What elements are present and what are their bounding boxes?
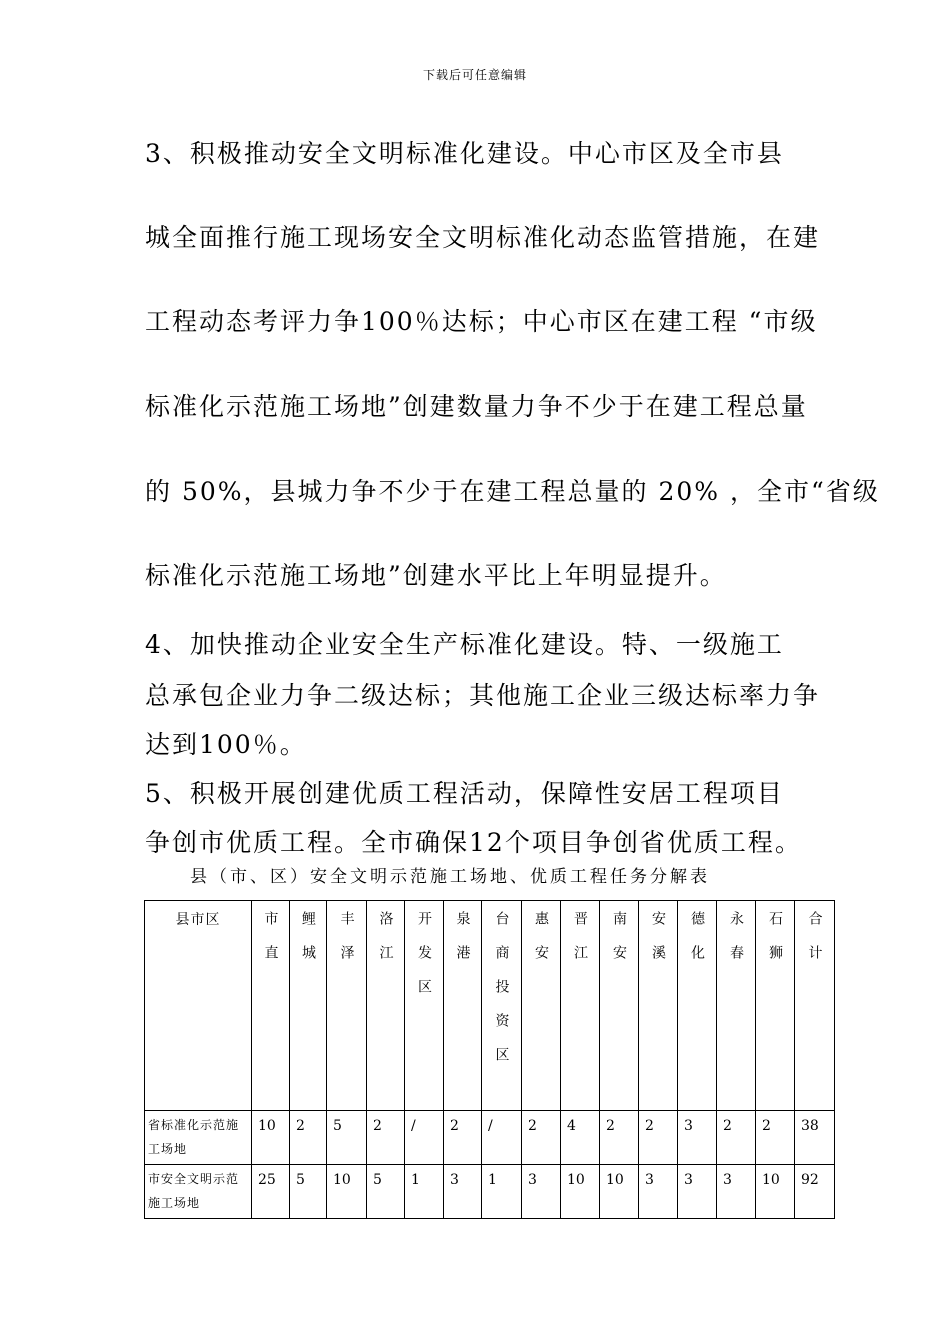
table-cell: 38: [795, 1111, 835, 1165]
page-header-note: 下载后可任意编辑: [422, 68, 527, 82]
table-cell: 2: [444, 1111, 482, 1165]
col-label: 洛江: [377, 911, 394, 979]
para3-line6: 标准化示范施工场地”创建水平比上年明显提升。: [145, 561, 727, 590]
row-label: 省标准化示范施工场地: [145, 1111, 252, 1165]
col-header: [756, 901, 795, 1111]
table-cell: 3: [678, 1165, 717, 1219]
table-cell: 3: [678, 1111, 717, 1165]
table-cell: 5: [327, 1111, 367, 1165]
para5-line1: 5、积极开展创建优质工程活动，保障性安居工程项目: [145, 779, 784, 808]
table-header-row: [145, 901, 835, 1111]
table-cell: 10: [561, 1165, 600, 1219]
table-cell: 3: [522, 1165, 561, 1219]
para3-line5: 的 50%，县城力争不少于在建工程总量的 20% ，全市“省级: [145, 477, 880, 506]
col-label: 市直: [262, 911, 279, 979]
table-cell: 4: [561, 1111, 600, 1165]
table-cell: 3: [444, 1165, 482, 1219]
col-label: 南安: [611, 911, 627, 979]
table-cell: /: [405, 1111, 444, 1165]
table-cell: 5: [290, 1165, 327, 1219]
col-header: [482, 901, 522, 1111]
col-label: 开发区: [416, 911, 432, 1013]
col-header: [522, 901, 561, 1111]
col-label: 合计: [806, 911, 823, 979]
table-cell: 10: [327, 1165, 367, 1219]
col-header: [290, 901, 327, 1111]
table-row: [145, 1165, 835, 1219]
col-label: 泉港: [454, 911, 471, 979]
table-cell: 10: [600, 1165, 639, 1219]
col-header: [252, 901, 290, 1111]
col-label: 石狮: [767, 911, 783, 979]
table-cell: 2: [600, 1111, 639, 1165]
para3-line2: 城全面推行施工现场安全文明标准化动态监管措施，在建: [145, 223, 821, 252]
table-cell: 5: [367, 1165, 405, 1219]
table-cell: 2: [522, 1111, 561, 1165]
col-label: 丰泽: [338, 911, 355, 979]
para3-line3: 工程动态考评力争100％达标；中心市区在建工程 “市级: [145, 307, 818, 336]
task-breakdown-table: [144, 900, 835, 1219]
col-header: [444, 901, 482, 1111]
para5-line2: 争创市优质工程。全市确保12个项目争创省优质工程。: [145, 828, 802, 857]
table-cell: 25: [252, 1165, 290, 1219]
para3-line4: 标准化示范施工场地”创建数量力争不少于在建工程总量: [145, 392, 808, 421]
col-label: 永春: [728, 911, 744, 979]
col-header: [367, 901, 405, 1111]
table-cell: /: [482, 1111, 522, 1165]
row-label: 市安全文明示范施工场地: [145, 1165, 252, 1219]
table-cell: 2: [639, 1111, 678, 1165]
col-header: [717, 901, 756, 1111]
table-cell: 2: [717, 1111, 756, 1165]
table-cell: 10: [756, 1165, 795, 1219]
para4-line1: 4、加快推动企业安全生产标准化建设。特、一级施工: [145, 630, 784, 659]
col-label: 台商投资区: [493, 911, 510, 1081]
table-title: 县（市、区）安全文明示范施工场地、优质工程任务分解表: [190, 867, 710, 887]
para3-line1: 3、积极推动安全文明标准化建设。中心市区及全市县: [145, 139, 784, 168]
table-cell: 1: [482, 1165, 522, 1219]
para4-line2: 总承包企业力争二级达标；其他施工企业三级达标率力争: [145, 681, 821, 710]
table-cell: 3: [639, 1165, 678, 1219]
col-header: [405, 901, 444, 1111]
col-header: [327, 901, 367, 1111]
col-header: [561, 901, 600, 1111]
table-cell: 2: [367, 1111, 405, 1165]
table-cell: 10: [252, 1111, 290, 1165]
corner-label: 县市区: [175, 912, 221, 928]
corner-cell: [145, 901, 252, 1111]
table-cell: 2: [756, 1111, 795, 1165]
col-header: [678, 901, 717, 1111]
col-header: [600, 901, 639, 1111]
table-cell: 92: [795, 1165, 835, 1219]
col-label: 鲤城: [300, 911, 316, 979]
col-label: 晋江: [572, 911, 588, 979]
table-cell: 1: [405, 1165, 444, 1219]
para4-line3: 达到100％。: [145, 730, 307, 759]
col-label: 德化: [689, 911, 705, 979]
col-label: 安溪: [650, 911, 666, 979]
table-cell: 3: [717, 1165, 756, 1219]
table-row: [145, 1111, 835, 1165]
col-label: 惠安: [533, 911, 549, 979]
col-header: [795, 901, 835, 1111]
col-header: [639, 901, 678, 1111]
table-cell: 2: [290, 1111, 327, 1165]
